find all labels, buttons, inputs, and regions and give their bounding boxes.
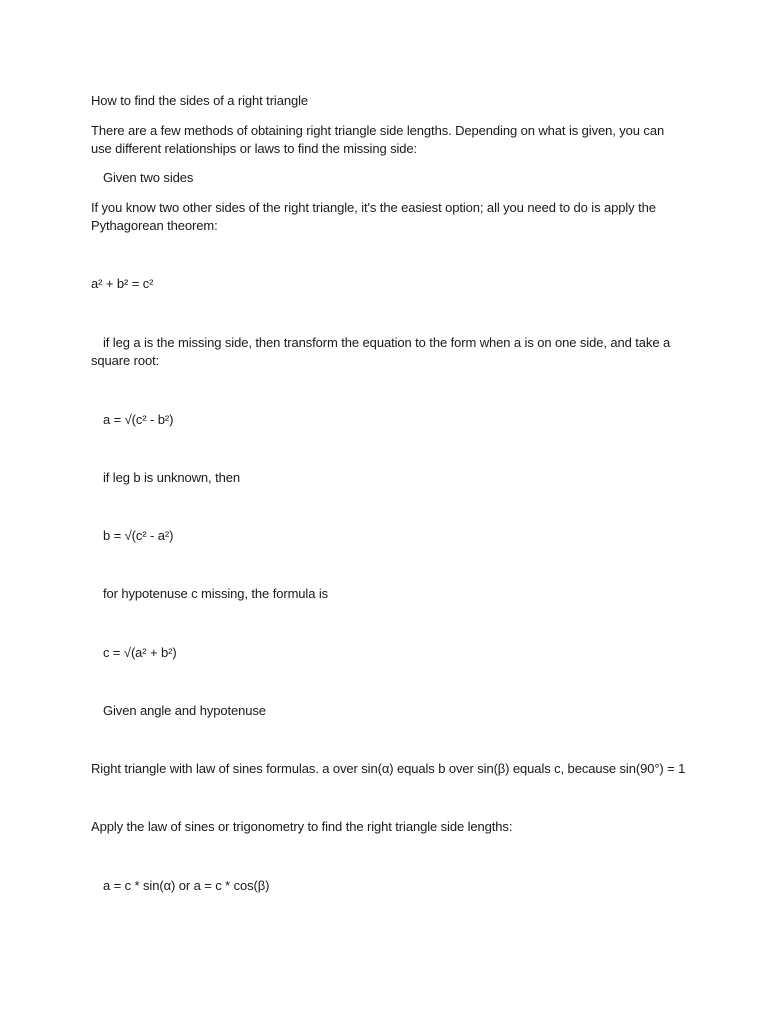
- leg-b-paragraph: if leg b is unknown, then: [103, 470, 240, 485]
- formula-b: b = √(c² - a²): [103, 528, 174, 543]
- hypotenuse-paragraph: for hypotenuse c missing, the formula is: [103, 586, 329, 601]
- two-sides-paragraph: If you know two other sides of the right triangle, it's the easiest option; all you need to do is apply the Pythagorean theorem:: [91, 200, 656, 233]
- heading-given-two-sides: Given two sides: [103, 170, 194, 185]
- heading-given-angle-hypotenuse: Given angle and hypotenuse: [103, 703, 266, 718]
- document-title: How to find the sides of a right triangle: [91, 93, 309, 108]
- pythagorean-formula: a² + b² = c²: [91, 276, 154, 291]
- law-of-sines-paragraph: Right triangle with law of sines formulas. a over sin(α) equals b over sin(β) equals c, because sin(90°) = 1: [91, 761, 686, 776]
- formula-c: c = √(a² + b²): [103, 645, 177, 660]
- leg-a-paragraph: if leg a is the missing side, then transform the equation to the form when a is on one side, and take a square root:: [91, 335, 671, 368]
- formula-a-angle: a = c * sin(α) or a = c * cos(β): [103, 878, 270, 893]
- intro-paragraph: There are a few methods of obtaining right triangle side lengths. Depending on what is given, you can use different relationships or laws to find the missing side:: [91, 123, 665, 156]
- formula-a: a = √(c² - b²): [103, 412, 174, 427]
- apply-paragraph: Apply the law of sines or trigonometry to find the right triangle side lengths:: [91, 819, 513, 834]
